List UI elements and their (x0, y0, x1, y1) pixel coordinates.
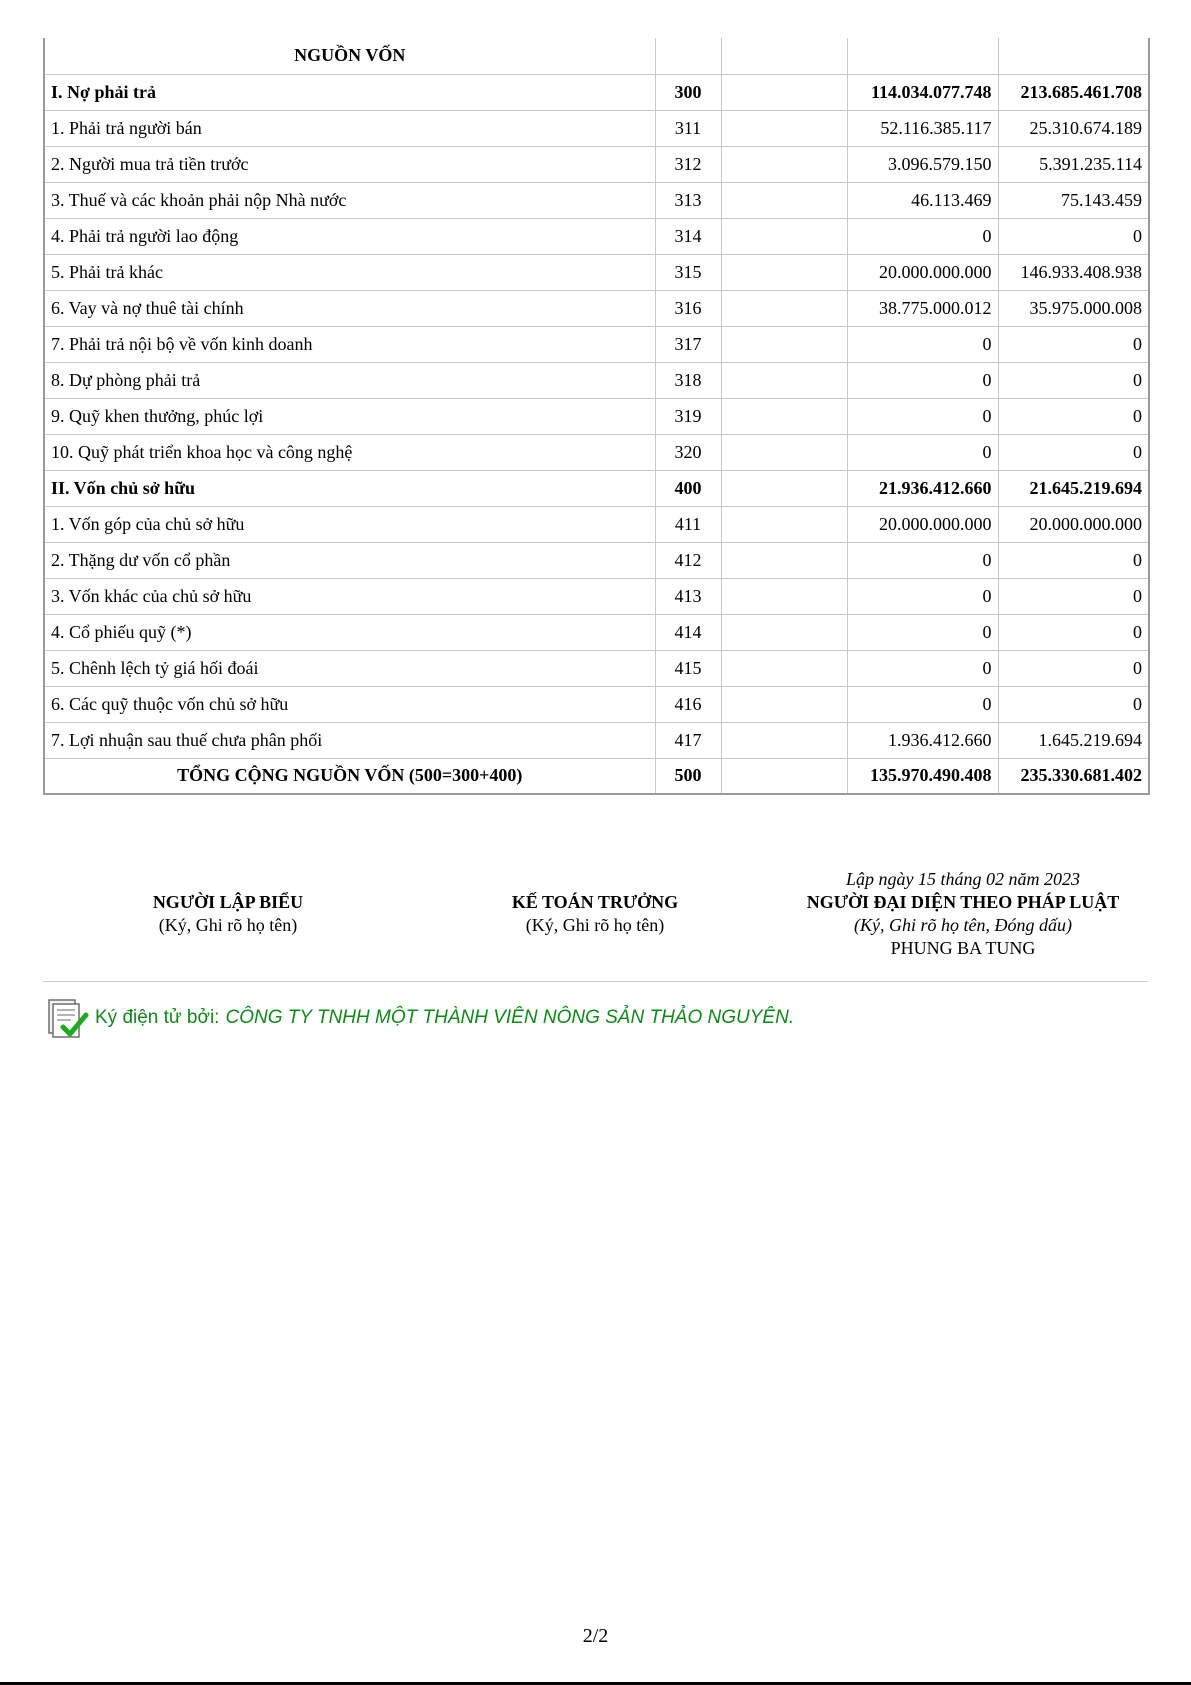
legal-representative-subtitle: (Ký, Ghi rõ họ tên, Đóng dấu) (854, 915, 1072, 935)
item-note-cell (721, 542, 847, 578)
electronic-signature-line (47, 997, 794, 1039)
ending-balance-cell: 52.116.385.117 (847, 110, 998, 146)
ending-balance-cell: 20.000.000.000 (847, 254, 998, 290)
item-code-cell: 415 (655, 650, 721, 686)
beginning-balance-cell: 235.330.681.402 (998, 758, 1149, 794)
legal-representative-signature-block (763, 868, 1163, 960)
item-note-cell (721, 146, 847, 182)
table-row (44, 722, 1149, 758)
legal-representative-name: PHUNG BA TUNG (890, 938, 1036, 958)
item-code-cell: 413 (655, 578, 721, 614)
table-row (44, 434, 1149, 470)
beginning-balance-cell: 0 (998, 686, 1149, 722)
table-row (44, 398, 1149, 434)
item-code-cell: 315 (655, 254, 721, 290)
beginning-balance-cell: 0 (998, 578, 1149, 614)
beginning-balance-cell: 0 (998, 362, 1149, 398)
beginning-balance-cell: 0 (998, 434, 1149, 470)
table-row (44, 146, 1149, 182)
item-label-cell: II. Vốn chủ sở hữu (44, 470, 655, 506)
ending-balance-cell: 135.970.490.408 (847, 758, 998, 794)
item-note-cell (721, 722, 847, 758)
preparer-signature-block (113, 891, 343, 937)
item-label-cell: 6. Các quỹ thuộc vốn chủ sở hữu (44, 686, 655, 722)
item-label-cell: 3. Vốn khác của chủ sở hữu (44, 578, 655, 614)
ending-balance-cell: 0 (847, 218, 998, 254)
beginning-balance-cell: 146.933.408.938 (998, 254, 1149, 290)
esign-company: CÔNG TY TNHH MỘT THÀNH VIÊN NÔNG SẢN THẢO NGUYÊN. (225, 1007, 795, 1028)
esign-prefix: Ký điện tử bởi: (95, 1007, 220, 1028)
signed-document-icon (47, 997, 89, 1039)
item-label-cell: 6. Vay và nợ thuê tài chính (44, 290, 655, 326)
table-row (44, 470, 1149, 506)
table-row (44, 74, 1149, 110)
beginning-balance-cell: 75.143.459 (998, 182, 1149, 218)
beginning-balance-cell: 1.645.219.694 (998, 722, 1149, 758)
ending-balance-cell: 38.775.000.012 (847, 290, 998, 326)
item-code-cell: 312 (655, 146, 721, 182)
item-note-cell (721, 182, 847, 218)
item-label-cell: 2. Thặng dư vốn cổ phần (44, 542, 655, 578)
item-label-cell: 4. Cổ phiếu quỹ (*) (44, 614, 655, 650)
ending-balance-cell: 0 (847, 434, 998, 470)
accountant-subtitle: (Ký, Ghi rõ họ tên) (525, 915, 665, 935)
signature-divider (43, 981, 1148, 982)
ending-balance-cell: 46.113.469 (847, 182, 998, 218)
ending-balance-cell: 0 (847, 398, 998, 434)
item-note-cell (721, 290, 847, 326)
ending-balance-cell: 0 (847, 614, 998, 650)
table-row (44, 758, 1149, 794)
beginning-balance-cell (998, 38, 1149, 74)
item-note-cell (721, 74, 847, 110)
item-code-cell: 316 (655, 290, 721, 326)
item-label-cell: 5. Chênh lệch tỷ giá hối đoái (44, 650, 655, 686)
item-label-cell: 3. Thuế và các khoản phải nộp Nhà nước (44, 182, 655, 218)
beginning-balance-cell: 0 (998, 542, 1149, 578)
table-row (44, 506, 1149, 542)
item-code-cell: 318 (655, 362, 721, 398)
table-row (44, 110, 1149, 146)
item-note-cell (721, 578, 847, 614)
item-label-cell: 7. Lợi nhuận sau thuế chưa phân phối (44, 722, 655, 758)
item-note-cell (721, 362, 847, 398)
ending-balance-cell: 1.936.412.660 (847, 722, 998, 758)
beginning-balance-cell: 0 (998, 326, 1149, 362)
page-number: 2/2 (582, 1625, 609, 1647)
table-row (44, 686, 1149, 722)
beginning-balance-cell: 5.391.235.114 (998, 146, 1149, 182)
beginning-balance-cell: 20.000.000.000 (998, 506, 1149, 542)
table-row (44, 218, 1149, 254)
accountant-signature-block (480, 891, 710, 937)
table-row (44, 254, 1149, 290)
balance-sheet-table (43, 38, 1150, 795)
table-body (44, 38, 1149, 794)
beginning-balance-cell: 21.645.219.694 (998, 470, 1149, 506)
preparer-subtitle: (Ký, Ghi rõ họ tên) (158, 915, 298, 935)
accountant-title: KẾ TOÁN TRƯỞNG (511, 892, 679, 912)
item-code-cell: 417 (655, 722, 721, 758)
table-row (44, 578, 1149, 614)
ending-balance-cell: 3.096.579.150 (847, 146, 998, 182)
ending-balance-cell: 21.936.412.660 (847, 470, 998, 506)
beginning-balance-cell: 0 (998, 650, 1149, 686)
beginning-balance-cell: 0 (998, 614, 1149, 650)
ending-balance-cell: 114.034.077.748 (847, 74, 998, 110)
item-code-cell: 416 (655, 686, 721, 722)
item-code-cell: 300 (655, 74, 721, 110)
ending-balance-cell: 0 (847, 326, 998, 362)
item-code-cell: 412 (655, 542, 721, 578)
item-note-cell (721, 218, 847, 254)
item-code-cell: 414 (655, 614, 721, 650)
item-note-cell (721, 254, 847, 290)
item-code-cell: 319 (655, 398, 721, 434)
item-code-cell: 317 (655, 326, 721, 362)
item-label-cell: 7. Phải trả nội bộ về vốn kinh doanh (44, 326, 655, 362)
table-row (44, 290, 1149, 326)
ending-balance-cell: 0 (847, 650, 998, 686)
beginning-balance-cell: 0 (998, 218, 1149, 254)
item-note-cell (721, 758, 847, 794)
beginning-balance-cell: 25.310.674.189 (998, 110, 1149, 146)
item-code-cell: 411 (655, 506, 721, 542)
preparer-title: NGƯỜI LẬP BIỂU (152, 892, 304, 912)
item-label-cell: 9. Quỹ khen thưởng, phúc lợi (44, 398, 655, 434)
item-label-cell: I. Nợ phải trả (44, 74, 655, 110)
item-note-cell (721, 110, 847, 146)
item-label-cell: NGUỒN VỐN (44, 38, 655, 74)
beginning-balance-cell: 213.685.461.708 (998, 74, 1149, 110)
item-label-cell: 5. Phải trả khác (44, 254, 655, 290)
item-note-cell (721, 686, 847, 722)
beginning-balance-cell: 0 (998, 398, 1149, 434)
item-code-cell: 320 (655, 434, 721, 470)
item-label-cell: TỔNG CỘNG NGUỒN VỐN (500=300+400) (44, 758, 655, 794)
item-code-cell: 400 (655, 470, 721, 506)
item-code-cell: 314 (655, 218, 721, 254)
item-label-cell: 1. Phải trả người bán (44, 110, 655, 146)
item-note-cell (721, 650, 847, 686)
item-note-cell (721, 506, 847, 542)
ending-balance-cell: 0 (847, 686, 998, 722)
table-row (44, 326, 1149, 362)
ending-balance-cell: 0 (847, 542, 998, 578)
item-label-cell: 1. Vốn góp của chủ sở hữu (44, 506, 655, 542)
item-note-cell (721, 398, 847, 434)
table-row (44, 38, 1149, 74)
item-note-cell (721, 326, 847, 362)
item-code-cell: 311 (655, 110, 721, 146)
ending-balance-cell: 20.000.000.000 (847, 506, 998, 542)
beginning-balance-cell: 35.975.000.008 (998, 290, 1149, 326)
item-note-cell (721, 434, 847, 470)
ending-balance-cell (847, 38, 998, 74)
item-note-cell (721, 614, 847, 650)
item-label-cell: 2. Người mua trả tiền trước (44, 146, 655, 182)
item-code-cell: 500 (655, 758, 721, 794)
table-row (44, 614, 1149, 650)
item-label-cell: 10. Quỹ phát triển khoa học và công nghệ (44, 434, 655, 470)
table-row (44, 182, 1149, 218)
ending-balance-cell: 0 (847, 578, 998, 614)
table-row (44, 362, 1149, 398)
item-note-cell (721, 38, 847, 74)
item-label-cell: 8. Dự phòng phải trả (44, 362, 655, 398)
report-date: Lập ngày 15 tháng 02 năm 2023 (846, 869, 1080, 889)
item-label-cell: 4. Phải trả người lao động (44, 218, 655, 254)
legal-representative-title: NGƯỜI ĐẠI DIỆN THEO PHÁP LUẬT (806, 892, 1120, 912)
item-code-cell: 313 (655, 182, 721, 218)
table-row (44, 650, 1149, 686)
item-note-cell (721, 470, 847, 506)
ending-balance-cell: 0 (847, 362, 998, 398)
table-row (44, 542, 1149, 578)
item-code-cell (655, 38, 721, 74)
